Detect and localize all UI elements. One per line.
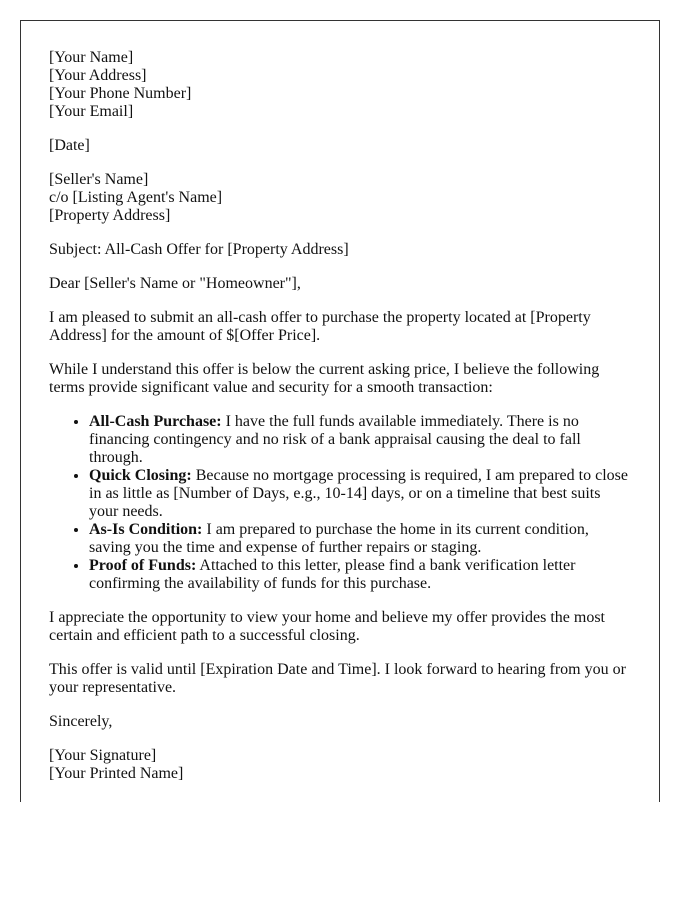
sender-block: [49, 49, 629, 121]
validity-paragraph: This offer is valid until [Expiration Date and Time]. I look forward to hearing from you or your representative.: [49, 661, 626, 696]
term-item: [89, 521, 629, 557]
sender-email: [Your Email]: [49, 103, 134, 120]
term-title: Proof of Funds:: [89, 557, 197, 574]
sender-name: [Your Name]: [49, 49, 134, 66]
terms-list: [49, 413, 629, 593]
subject-line: Subject: All-Cash Offer for [Property Address]: [49, 241, 349, 258]
letter-date: [Date]: [49, 137, 90, 154]
term-text: Attached to this letter, please find a bank verification letter confirming the availability of funds for this purchase.: [89, 557, 576, 592]
recipient-name: [Seller's Name]: [49, 171, 149, 188]
term-item: [89, 557, 629, 593]
term-title: All-Cash Purchase:: [89, 413, 222, 430]
sender-address: [Your Address]: [49, 67, 147, 84]
term-title: As-Is Condition:: [89, 521, 203, 538]
term-text: I am prepared to purchase the home in its current condition, saving you the time and expense of further repairs or staging.: [89, 521, 589, 556]
recipient-address: [Property Address]: [49, 207, 171, 224]
intro-paragraph: I am pleased to submit an all-cash offer to purchase the property located at [Property Address] for the amount of $[Offer Price].: [49, 309, 591, 344]
signature-block: [49, 747, 629, 783]
sender-phone: [Your Phone Number]: [49, 85, 192, 102]
appreciation-paragraph: I appreciate the opportunity to view your home and believe my offer provides the most certain and efficient path to a successful closing.: [49, 609, 605, 644]
recipient-block: [49, 171, 629, 225]
closing: Sincerely,: [49, 713, 113, 730]
term-item: [89, 413, 629, 467]
term-text: I have the full funds available immediately. There is no financing contingency and no risk of a bank appraisal causing the deal to fall through.: [89, 413, 581, 466]
term-item: [89, 467, 629, 521]
salutation: Dear [Seller's Name or "Homeowner"],: [49, 275, 301, 292]
recipient-agent: c/o [Listing Agent's Name]: [49, 189, 223, 206]
letter-page: [20, 20, 660, 802]
signature: [Your Signature]: [49, 747, 157, 764]
terms-intro: While I understand this offer is below the current asking price, I believe the following terms provide significant value and security for a smooth transaction:: [49, 361, 600, 396]
term-title: Quick Closing:: [89, 467, 192, 484]
term-text: Because no mortgage processing is required, I am prepared to close in as little as [Number of Days, e.g., 10-14] days, or on a timeline that best suits your needs.: [89, 467, 628, 520]
printed-name: [Your Printed Name]: [49, 765, 184, 782]
